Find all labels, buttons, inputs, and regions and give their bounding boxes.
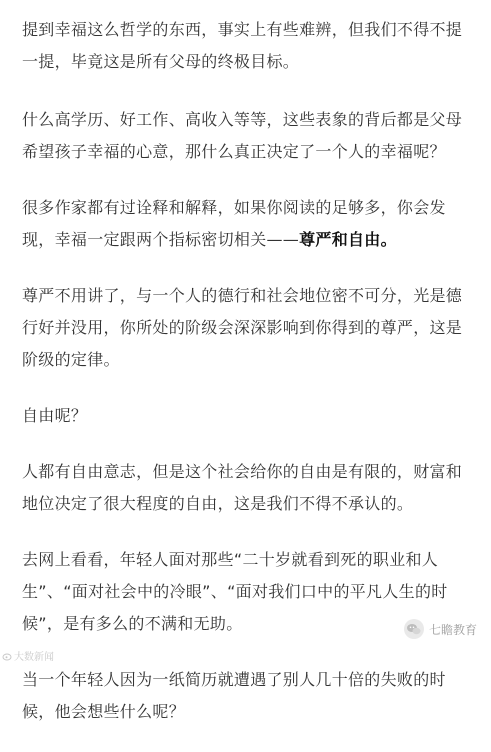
paragraph-1 [22, 14, 478, 78]
paragraph-8 [22, 664, 478, 728]
paragraph-3-text: 很多作家都有过诠释和解释，如果你阅读的足够多，你会发现，幸福一定跟两个指标密切相关—— [22, 198, 446, 249]
paragraph-6-text: 人都有自由意志，但是这个社会给你的自由是有限的，财富和地位决定了很大程度的自由，这是我们不得不承认的。 [22, 462, 463, 513]
watermark-left [2, 648, 54, 663]
watermark-right [403, 618, 477, 640]
watermark-left-text: 大数新闻 [14, 652, 54, 663]
paragraph-6 [22, 456, 478, 520]
article-body [22, 14, 478, 752]
paragraph-3-emphasis: 尊严和自由。 [299, 230, 397, 249]
watermark-right-text: 七瞻教育 [428, 622, 477, 637]
paragraph-1-text: 提到幸福这么哲学的东西，事实上有些难辨，但我们不得不提一提，毕竟这是所有父母的终极目标。 [22, 20, 463, 71]
paragraph-2 [22, 104, 478, 168]
paragraph-8-text: 当一个年轻人因为一纸简历就遭遇了别人几十倍的失败的时候，他会想些什么呢？ [22, 670, 446, 721]
paragraph-4 [22, 280, 478, 376]
paragraph-5 [22, 400, 478, 432]
paragraph-5-text: 自由呢？ [22, 406, 88, 425]
weibo-icon [2, 651, 12, 661]
paragraph-3 [22, 192, 478, 256]
paragraph-2-text: 什么高学历、好工作、高收入等等，这些表象的背后都是父母希望孩子幸福的心意，那什么真正决定了一个人的幸福呢？ [22, 110, 463, 161]
wechat-account-icon [403, 618, 425, 640]
paragraph-4-text: 尊严不用讲了，与一个人的德行和社会地位密不可分，光是德行好并没用，你所处的阶级会深深影响到你得到的尊严，这是阶级的定律。 [22, 286, 463, 369]
paragraph-7-text: 去网上看看，年轻人面对那些“二十岁就看到死的职业和人生”、“面对社会中的冷眼”、“面对我们口中的平凡人生的时候”，是有多么的不满和无助。 [22, 550, 448, 633]
